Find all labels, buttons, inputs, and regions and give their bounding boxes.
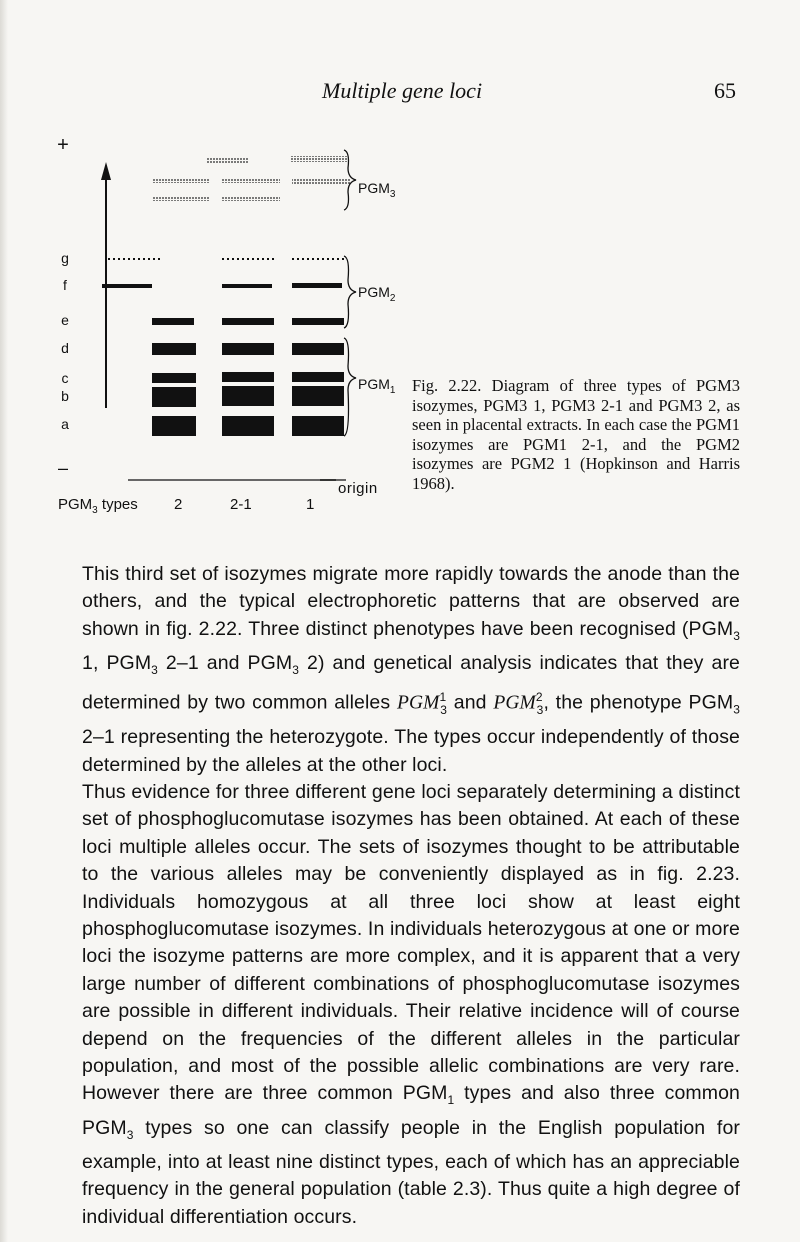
pgm3-bands xyxy=(152,156,350,201)
band-row-f xyxy=(102,283,342,288)
band-row-b xyxy=(152,386,344,407)
running-head xyxy=(0,78,800,108)
locus-label-pgm2: $PGM_2$ xyxy=(358,284,396,304)
polarity-positive: + xyxy=(57,134,69,156)
gel-diagram xyxy=(60,140,400,530)
running-title: Multiple gene loci xyxy=(322,78,483,103)
lane-label-2-1: 2-1 xyxy=(230,496,252,513)
polarity-arrowhead xyxy=(101,162,111,180)
band-label-a: a xyxy=(61,416,69,432)
band-label-d: d xyxy=(61,340,69,356)
polarity-negative: – xyxy=(57,458,68,478)
band-label-f: f xyxy=(63,277,67,293)
locus-label-pgm1: $PGM_1$ xyxy=(358,376,396,396)
figure-2-22 xyxy=(57,134,400,530)
band-row-e xyxy=(152,318,344,325)
paragraph-2: Thus evidence for three different gene loci separately determining a distinct set of phosphoglucomutase isozymes has been obtained. At each of these loci multiple alleles occur. The sets of isozymes thought to be attributable to the various alleles may be conveniently displayed as in fig. 2.23. Individuals homozygous at all three loci show at least eight phosphoglucomutase isozymes. In individuals heterozygous at one or more loci the isozyme patterns are more complex, and it is apparent that a very large number of different combinations of phosphoglucomutase isozymes are possible in different individuals. Their relative incidence will of course depend on the frequencies of the different alleles in the particular population, and most of the possible allelic combinations are very rare. However there are three common $PGM_1$ types and also three common $PGM_3$ types so one can classify people in the English population for example, into at least nine distinct types, each of which has an appreciable frequency in the general population (table 2.3). Thus quite a high degree of individual differentiation occurs. xyxy=(82,781,740,1228)
band-row-c xyxy=(152,372,344,383)
types-label: $PGM_3$ types xyxy=(58,496,138,516)
page-edge xyxy=(0,0,8,1242)
band-label-e: e xyxy=(61,312,69,328)
body-text xyxy=(82,561,740,1231)
band-label-b: b xyxy=(61,388,69,404)
origin-label: origin xyxy=(338,480,378,497)
band-row-a xyxy=(152,416,344,436)
page-number: 65 xyxy=(714,78,736,103)
band-row-d xyxy=(152,343,344,355)
band-label-c: c xyxy=(61,370,69,386)
lane-label-1: 1 xyxy=(306,496,315,513)
paragraph-1: This third set of isozymes migrate more rapidly towards the anode than the others, and the typical electrophoretic patterns that are observed are shown in fig. 2.22. Three distinct phenotypes have been recognised ($PGM_3$ 1, $PGM_3$ 2–1 and $PGM_3$ 2) and genetical analysis indicates that they are determined by two common alleles $PGM^1_3$ and $PGM^2_3$, the phenotype $PGM_3$ 2–1 representing the heterozygote. The types occur independently of those determined by the alleles at the other loci. xyxy=(82,563,740,776)
locus-label-pgm3: $PGM_3$ xyxy=(358,180,396,200)
figure-caption: Fig. 2.22. Diagram of three types of PGM3 isozymes, PGM3 1, PGM3 2-1 and PGM3 2, as seen in placental extracts. In each case the PGM1 isozymes are PGM1 2-1, and the PGM2 isozymes are PGM2 1 (Hopkinson and Harris 1968). xyxy=(412,376,740,493)
lane-label-2: 2 xyxy=(174,496,183,513)
band-label-g: g xyxy=(61,250,69,266)
